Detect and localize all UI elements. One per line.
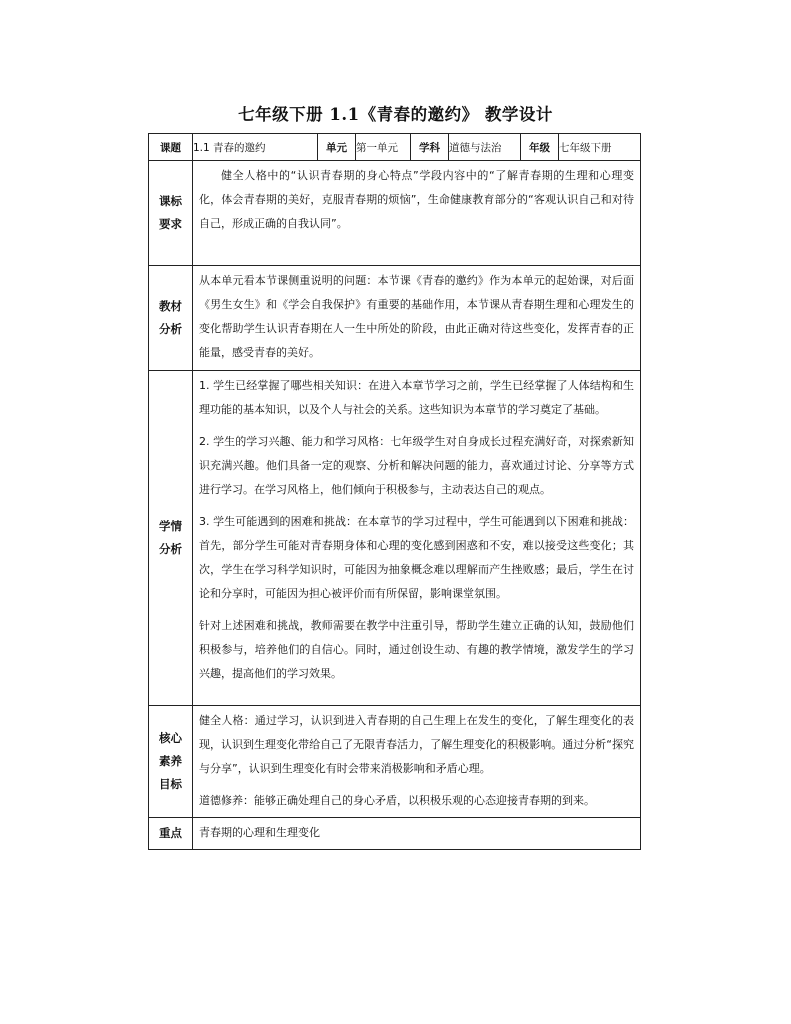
key-label: 重点 [149, 818, 193, 850]
key-row [149, 818, 641, 850]
material-label: 教材 分析 [149, 266, 193, 371]
material-row [149, 266, 641, 371]
unit-value: 第一单元 [356, 134, 411, 161]
students-paragraph-1: 1. 学生已经掌握了哪些相关知识：在进入本章节学习之前，学生已经掌握了人体结构和生理功能的基本知识，以及个人与社会的关系。这些知识为本章节的学习奠定了基础。 [199, 379, 634, 416]
key-content [193, 818, 641, 850]
label-unit: 单元 [318, 134, 356, 161]
core-paragraph-2: 道德修养：能够正确处理自己的身心矛盾，以积极乐观的心态迎接青春期的到来。 [199, 794, 595, 807]
material-text: 从本单元看本节课侧重说明的问题：本节课《青春的邀约》作为本单元的起始课，对后面《男生女生》和《学会自我保护》有重要的基础作用，本节课从青春期生理和心理发生的变化帮助学生认识青春期在人一生中所处的阶段，由此正确对待这些变化，发挥青春的正能量，感受青春的美好。 [199, 274, 634, 359]
key-text: 青春期的心理和生理变化 [199, 826, 320, 839]
standard-content [193, 161, 641, 266]
topic-value: 1.1 青春的邀约 [193, 134, 318, 161]
core-row [149, 706, 641, 818]
label-topic: 课题 [149, 134, 193, 161]
lesson-plan-table [148, 133, 641, 850]
students-paragraph-3: 3. 学生可能遇到的困难和挑战：在本章节的学习过程中，学生可能遇到以下困难和挑战：首先，部分学生可能对青春期身体和心理的变化感到困惑和不安，难以接受这些变化；其次，学生在学习科学知识时，可能因为抽象概念难以理解而产生挫败感；最后，学生在讨论和分享时，可能因为担心被评价而有所保留，影响课堂氛围。 [199, 515, 634, 600]
students-row [149, 371, 641, 706]
core-label: 核心 素养 目标 [149, 706, 193, 818]
label-subject: 学科 [411, 134, 449, 161]
subject-value: 道德与法治 [449, 134, 521, 161]
label-grade: 年级 [521, 134, 559, 161]
header-row [149, 134, 641, 161]
students-content [193, 371, 641, 706]
standard-row [149, 161, 641, 266]
core-content [193, 706, 641, 818]
students-paragraph-2: 2. 学生的学习兴趣、能力和学习风格：七年级学生对自身成长过程充满好奇，对探索新知识充满兴趣。他们具备一定的观察、分析和解决问题的能力，喜欢通过讨论、分享等方式进行学习。在学习风格上，他们倾向于积极参与，主动表达自己的观点。 [199, 435, 634, 496]
students-paragraph-4: 针对上述困难和挑战，教师需要在教学中注重引导，帮助学生建立正确的认知，鼓励他们积极参与，培养他们的自信心。同时，通过创设生动、有趣的教学情境，激发学生的学习兴趣，提高他们的学习效果。 [199, 619, 634, 680]
grade-value: 七年级下册 [559, 134, 641, 161]
material-content [193, 266, 641, 371]
standard-label: 课标 要求 [149, 161, 193, 266]
document-title: 七年级下册 1.1《青春的邀约》 教学设计 [238, 105, 553, 124]
standard-text: 健全人格中的“认识青春期的身心特点”学段内容中的“了解青春期的生理和心理变化，体会青春期的美好，克服青春期的烦恼”，生命健康教育部分的“客观认识自己和对待自己，形成正确的自我认同”。 [199, 169, 634, 230]
core-paragraph-1: 健全人格：通过学习，认识到进入青春期的自己生理上在发生的变化，了解生理变化的表现，认识到生理变化带给自己了无限青春活力，了解生理变化的积极影响。通过分析“探究与分享”，认识到生理变化有时会带来消极影响和矛盾心理。 [199, 714, 634, 775]
students-label: 学情 分析 [149, 371, 193, 706]
